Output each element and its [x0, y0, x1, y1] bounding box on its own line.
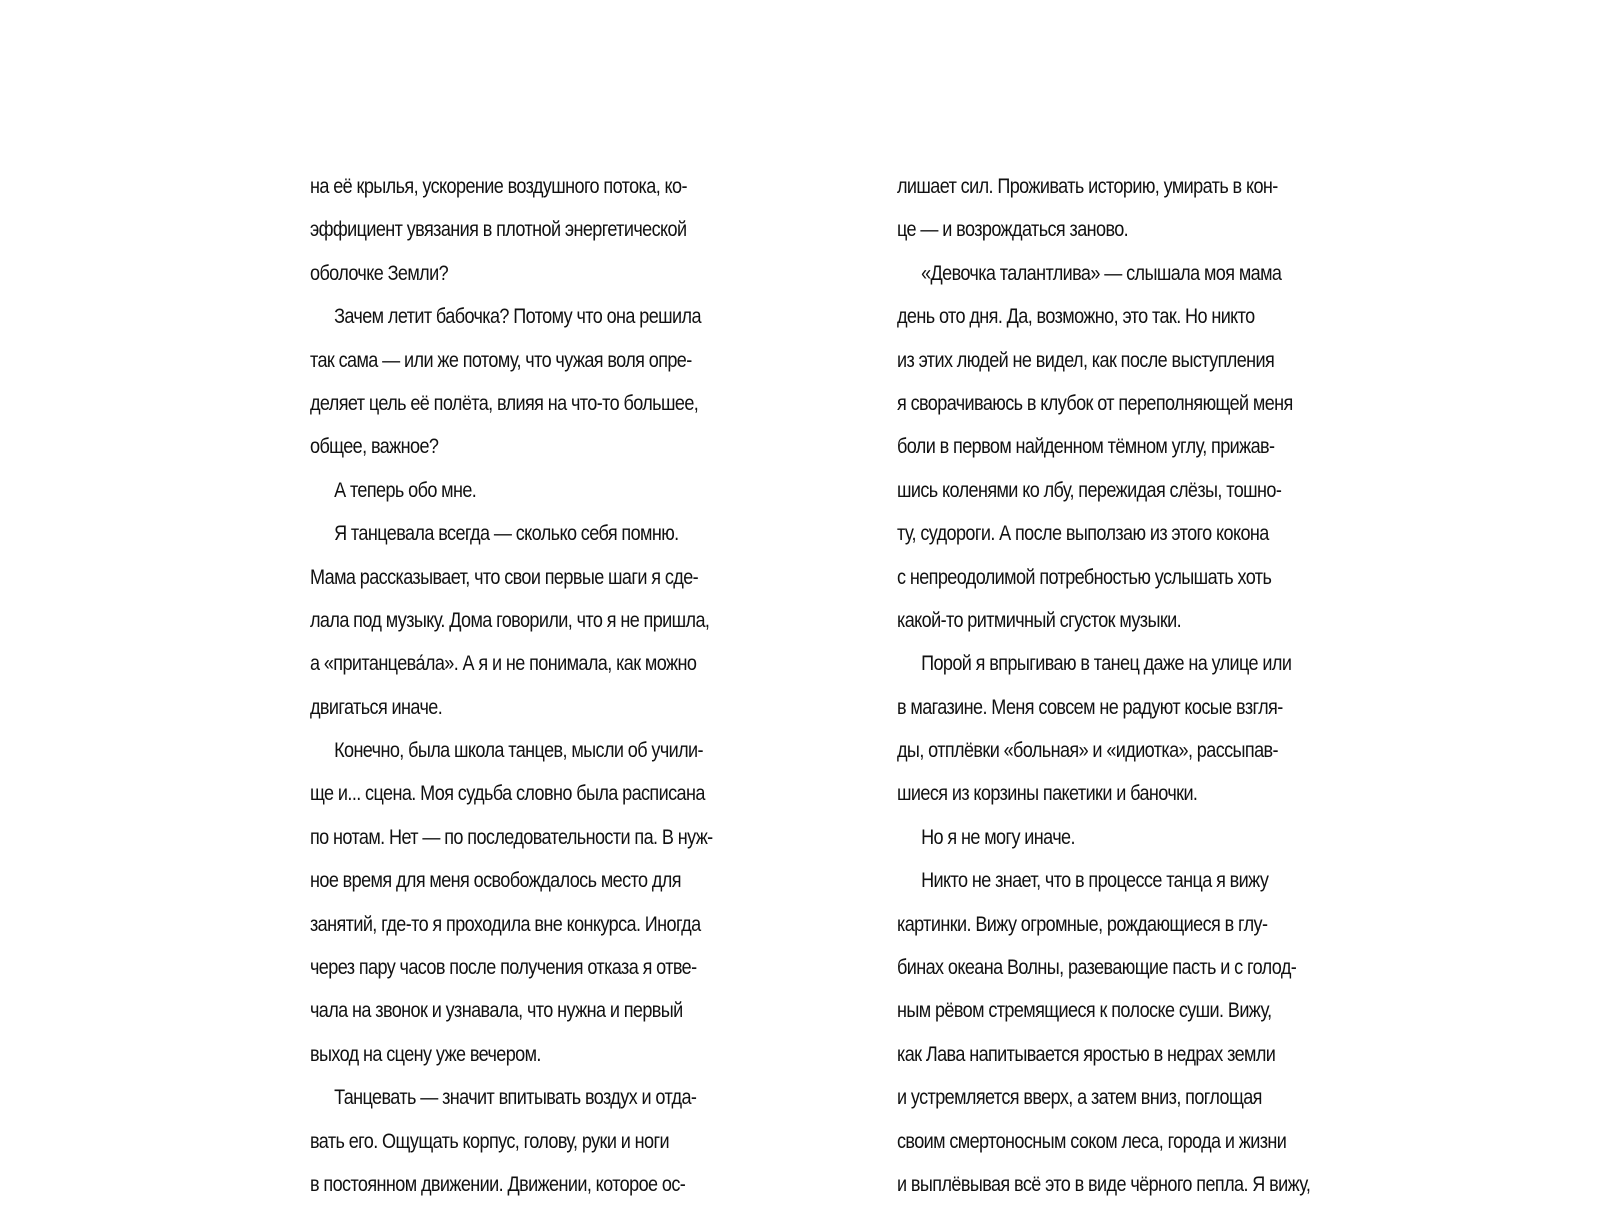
text-line: ное время для меня освобождалось место для [310, 869, 681, 893]
text-line: и устремляется вверх, а затем вниз, поглощая [897, 1086, 1262, 1110]
text-line: в постоянном движении. Движении, которое ос- [310, 1172, 686, 1196]
text-line: двигаться иначе. [310, 695, 443, 719]
text-line: лала под музыку. Дома говорили, что я не пришла, [310, 608, 710, 632]
text-line: ным рёвом стремящиеся к полоске суши. Вижу, [897, 999, 1272, 1023]
text-line: Конечно, была школа танцев, мысли об учили- [334, 739, 703, 763]
text-line: боли в первом найденном тёмном углу, прижав- [897, 435, 1275, 459]
text-line: А теперь обо мне. [334, 478, 477, 502]
text-line: шиеся из корзины пакетики и баночки. [897, 782, 1198, 806]
right-page-text [897, 165, 1311, 1206]
text-line: Порой я впрыгиваю в танец даже на улице или [921, 652, 1292, 676]
text-line: Но я не могу иначе. [921, 825, 1075, 849]
text-line: день ото дня. Да, возможно, это так. Но никто [897, 305, 1255, 329]
text-line: деляет цель её полёта, влияя на что-то большее, [310, 391, 699, 415]
text-line: в магазине. Меня совсем не радуют косые взгля- [897, 695, 1283, 719]
text-line: ще и... сцена. Моя судьба словно была расписана [310, 782, 705, 806]
text-line: эффициент увязания в плотной энергетической [310, 218, 687, 242]
text-line: ды, отплёвки «больная» и «идиотка», рассыпав- [897, 739, 1278, 763]
text-line: а «пританцева́ла». А я и не понимала, как можно [310, 652, 697, 676]
text-line: как Лава напитывается яростью в недрах земли [897, 1042, 1276, 1066]
text-line: своим смертоносным соком леса, города и жизни [897, 1129, 1287, 1153]
text-line: ту, судороги. А после выползаю из этого кокона [897, 522, 1269, 546]
text-line: бинах океана Волны, разевающие пасть и с голод- [897, 956, 1297, 980]
text-line: Зачем летит бабочка? Потому что она решила [334, 305, 701, 329]
text-line: чала на звонок и узнавала, что нужна и первый [310, 999, 683, 1023]
text-line: так сама — или же потому, что чужая воля опре- [310, 348, 692, 372]
text-line: шись коленями ко лбу, пережидая слёзы, тошно- [897, 478, 1282, 502]
text-line: и выплёвывая всё это в виде чёрного пепла. Я вижу, [897, 1172, 1311, 1196]
text-line: Я танцевала всегда — сколько себя помню. [334, 522, 679, 546]
text-line: выход на сцену уже вечером. [310, 1042, 541, 1066]
text-line: занятий, где-то я проходила вне конкурса. Иногда [310, 912, 701, 936]
text-line: картинки. Вижу огромные, рождающиеся в глу- [897, 912, 1268, 936]
text-line: общее, важное? [310, 435, 439, 459]
text-line: с непреодолимой потребностью услышать хоть [897, 565, 1272, 589]
text-line: из этих людей не видел, как после выступления [897, 348, 1275, 372]
text-line: вать его. Ощущать корпус, голову, руки и ноги [310, 1129, 669, 1153]
text-line: по нотам. Нет — по последовательности па. В нуж- [310, 825, 713, 849]
text-line: через пару часов после получения отказа я отве- [310, 956, 697, 980]
text-line: Никто не знает, что в процессе танца я вижу [921, 869, 1269, 893]
text-line: Мама рассказывает, что свои первые шаги я сде- [310, 565, 699, 589]
text-line: це — и возрождаться заново. [897, 218, 1129, 242]
text-line: оболочке Земли? [310, 261, 449, 285]
text-line: на её крылья, ускорение воздушного потока, ко- [310, 175, 687, 198]
text-line: я сворачиваюсь в клубок от переполняющей меня [897, 391, 1293, 415]
text-line: какой-то ритмичный сгусток музыки. [897, 608, 1182, 632]
text-line: лишает сил. Проживать историю, умирать в кон- [897, 175, 1278, 198]
left-page-text [310, 165, 714, 1206]
text-line: Танцевать — значит впитывать воздух и отда- [334, 1086, 697, 1110]
text-line: «Девочка талантлива» — слышала моя мама [921, 261, 1282, 285]
